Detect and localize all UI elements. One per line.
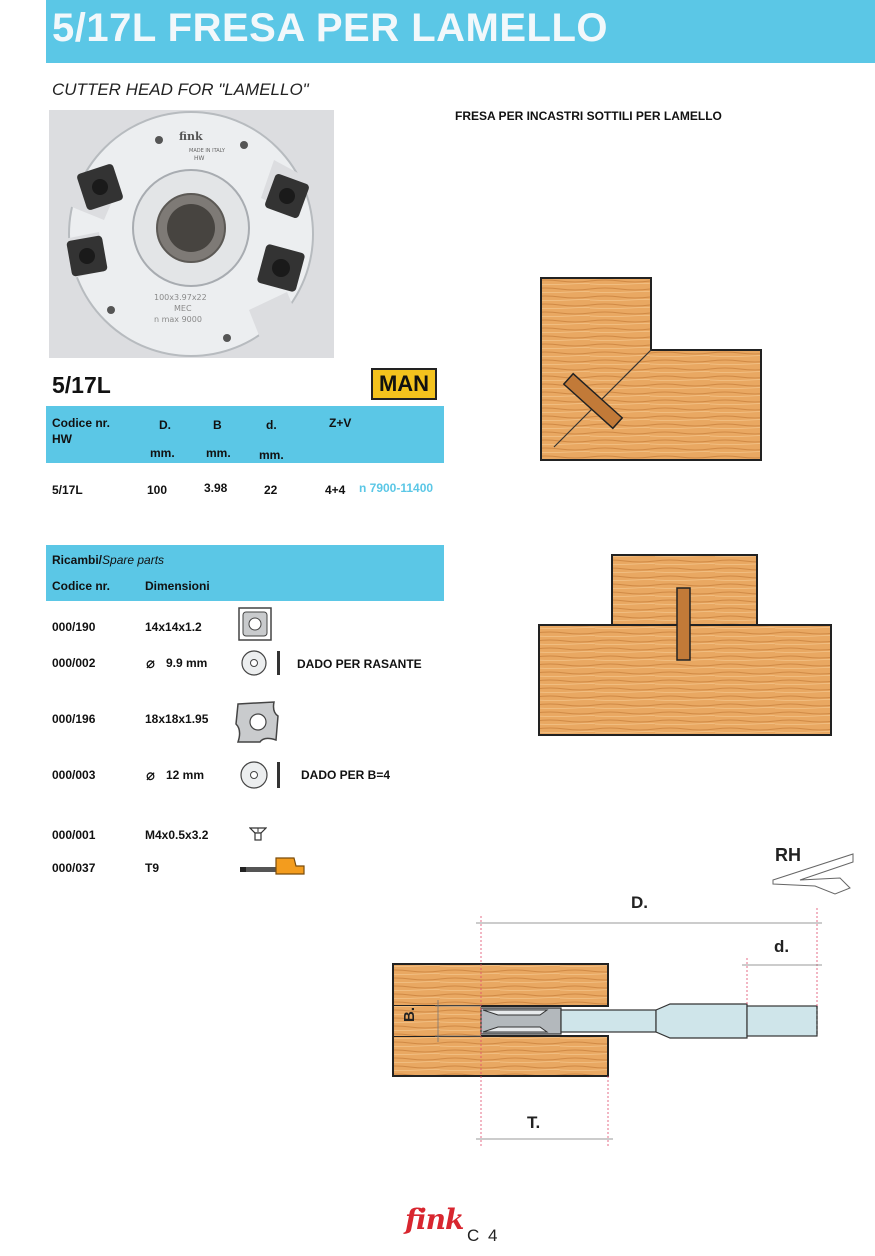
photo-engraving-3: n max 9000	[154, 315, 202, 324]
dim-label-d-bore: d.	[774, 937, 790, 956]
sp-row-6-dim: T9	[145, 861, 160, 875]
cell-rpm: n 7900-11400	[359, 481, 434, 495]
dim-label-t: T.	[527, 1113, 541, 1132]
mitre-joint-diagram	[530, 270, 770, 470]
dim-label-d-outer: D.	[631, 893, 648, 912]
th-d-outer: D.	[159, 418, 171, 432]
t-joint-diagram	[535, 550, 835, 740]
sp-row-5-code: 000/001	[52, 828, 96, 842]
sp-row-4-code: 000/003	[52, 768, 96, 782]
square-insert-icon	[238, 607, 272, 641]
sp-row-3-dim: 18x18x1.95	[145, 712, 209, 726]
sp-row-3-code: 000/196	[52, 712, 96, 726]
dim-label-b: B.	[401, 1007, 418, 1022]
sp-row-2-note: DADO PER RASANTE	[297, 657, 422, 671]
sp-row-2-dim: 9.9 mm	[166, 656, 208, 670]
product-photo	[49, 110, 334, 358]
th-d-bore-unit: mm.	[259, 448, 284, 462]
nut-washer-icon	[240, 648, 285, 678]
sp-row-1-code: 000/190	[52, 620, 96, 634]
product-description: FRESA PER INCASTRI SOTTILI PER LAMELLO	[455, 109, 722, 123]
product-code: 5/17L	[52, 372, 111, 398]
dim-label-rh: RH	[775, 845, 801, 865]
page-number: C 4	[467, 1226, 500, 1245]
th-code: Codice nr.	[52, 416, 111, 430]
dimension-drawing	[380, 840, 860, 1160]
th-b-unit: mm.	[206, 446, 231, 460]
photo-logo: fink	[179, 130, 203, 143]
th-zv: Z+V	[329, 416, 352, 430]
sp-row-4-note: DADO PER B=4	[301, 768, 391, 782]
photo-stamp-1: MADE IN ITALY	[189, 148, 225, 154]
cell-zv: 4+4	[325, 483, 346, 497]
brand-logo: fink	[405, 1203, 464, 1236]
cell-d-outer: 100	[147, 483, 168, 497]
sp-row-2-code: 000/002	[52, 656, 96, 670]
shaped-insert-icon	[234, 700, 280, 744]
page-title: 5/17L FRESA PER LAMELLO	[52, 6, 609, 50]
cell-d-bore: 22	[264, 483, 278, 497]
page-subtitle: CUTTER HEAD FOR "LAMELLO"	[52, 80, 309, 99]
sp-col-dim: Dimensioni	[145, 579, 210, 593]
photo-engraving-1: 100x3.97x22	[154, 293, 207, 302]
diameter-symbol: ⌀	[146, 767, 156, 784]
th-code-hw: HW	[52, 432, 72, 446]
cell-b: 3.98	[204, 481, 228, 495]
sp-row-1-dim: 14x14x1.2	[145, 620, 202, 634]
cell-code: 5/17L	[52, 483, 83, 497]
torx-key-icon	[238, 854, 308, 878]
th-b: B	[213, 418, 222, 432]
sp-row-4-dim: 12 mm	[166, 768, 205, 782]
nut-washer-icon	[240, 759, 285, 791]
photo-engraving-2: MEC	[174, 304, 192, 313]
th-d-bore: d.	[266, 418, 277, 432]
screw-icon	[249, 826, 267, 842]
diameter-symbol: ⌀	[146, 655, 156, 672]
main-table-header	[46, 406, 444, 463]
sp-row-6-code: 000/037	[52, 861, 96, 875]
sp-row-5-dim: M4x0.5x3.2	[145, 828, 209, 842]
photo-stamp-2: HW	[194, 155, 205, 162]
sp-col-code: Codice nr.	[52, 579, 111, 593]
man-badge: MAN	[371, 368, 437, 400]
spare-parts-title: Ricambi/Spare parts	[52, 553, 165, 567]
th-d-outer-unit: mm.	[150, 446, 175, 460]
